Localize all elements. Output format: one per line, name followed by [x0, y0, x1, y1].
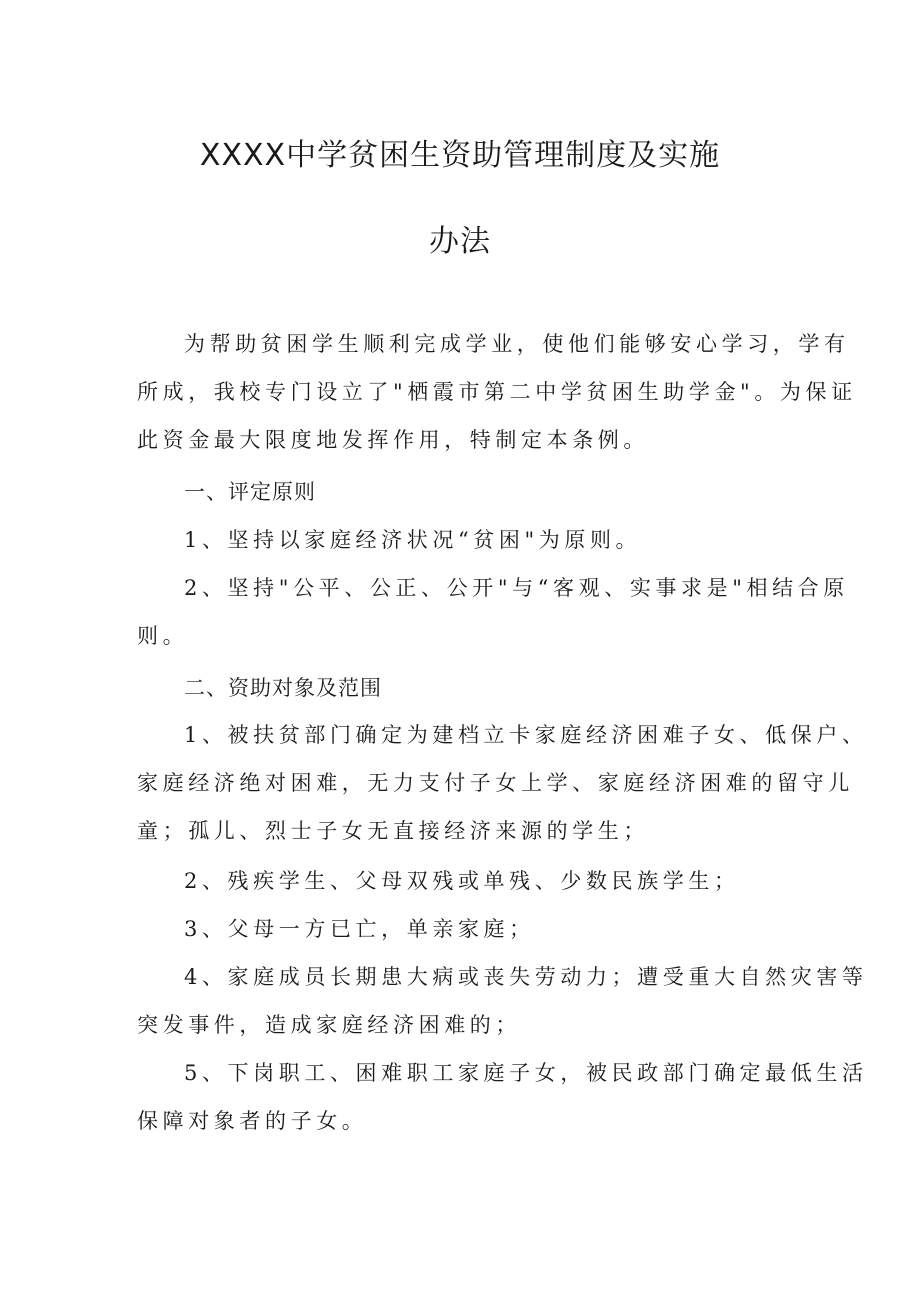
section-1-item-2: 2、坚持"公平、公正、公开"与“客观、实事求是"相结合原	[184, 576, 849, 600]
section-1-item-1: 1、坚持以家庭经济状况“贫困"为原则。	[184, 528, 642, 552]
intro-line-3: 此资金最大限度地发挥作用，特制定本条例。	[137, 428, 649, 452]
section-2-item-1: 1、被扶贫部门确定为建档立卡家庭经济困难子女、低保户、	[184, 723, 868, 747]
section-2-item-1-cont-1: 家庭经济绝对困难，无力支付子女上学、家庭经济困难的留守儿	[137, 771, 854, 795]
section-2-item-1-cont-2: 童；孤儿、烈士子女无直接经济来源的学生；	[137, 819, 649, 843]
section-1-item-2-cont: 则。	[137, 624, 189, 648]
document-title-line-1: XXXX中学贫困生资助管理制度及实施	[199, 138, 721, 173]
section-1-heading: 一、评定原则	[184, 480, 316, 504]
section-2-item-5-cont: 保障对象者的子女。	[137, 1109, 368, 1133]
intro-line-2: 所成，我校专门设立了"栖霞市第二中学贫困生助学金"。为保证	[137, 380, 857, 404]
section-2-item-2: 2、残疾学生、父母双残或单残、少数民族学生；	[184, 869, 740, 893]
intro-line-1: 为帮助贫困学生顺利完成学业，使他们能够安心学习，学有	[184, 332, 850, 356]
section-2-heading: 二、资助对象及范围	[184, 676, 382, 700]
section-2-item-4-cont: 突发事件，造成家庭经济困难的；	[137, 1013, 521, 1037]
section-2-item-5: 5、下岗职工、困难职工家庭子女，被民政部门确定最低生活	[184, 1061, 868, 1085]
section-2-item-4: 4、家庭成员长期患大病或丧失劳动力；遭受重大自然灾害等	[184, 965, 868, 989]
document-title-line-2: 办法	[429, 224, 491, 259]
section-2-item-3: 3、父母一方已亡，单亲家庭；	[184, 917, 535, 941]
